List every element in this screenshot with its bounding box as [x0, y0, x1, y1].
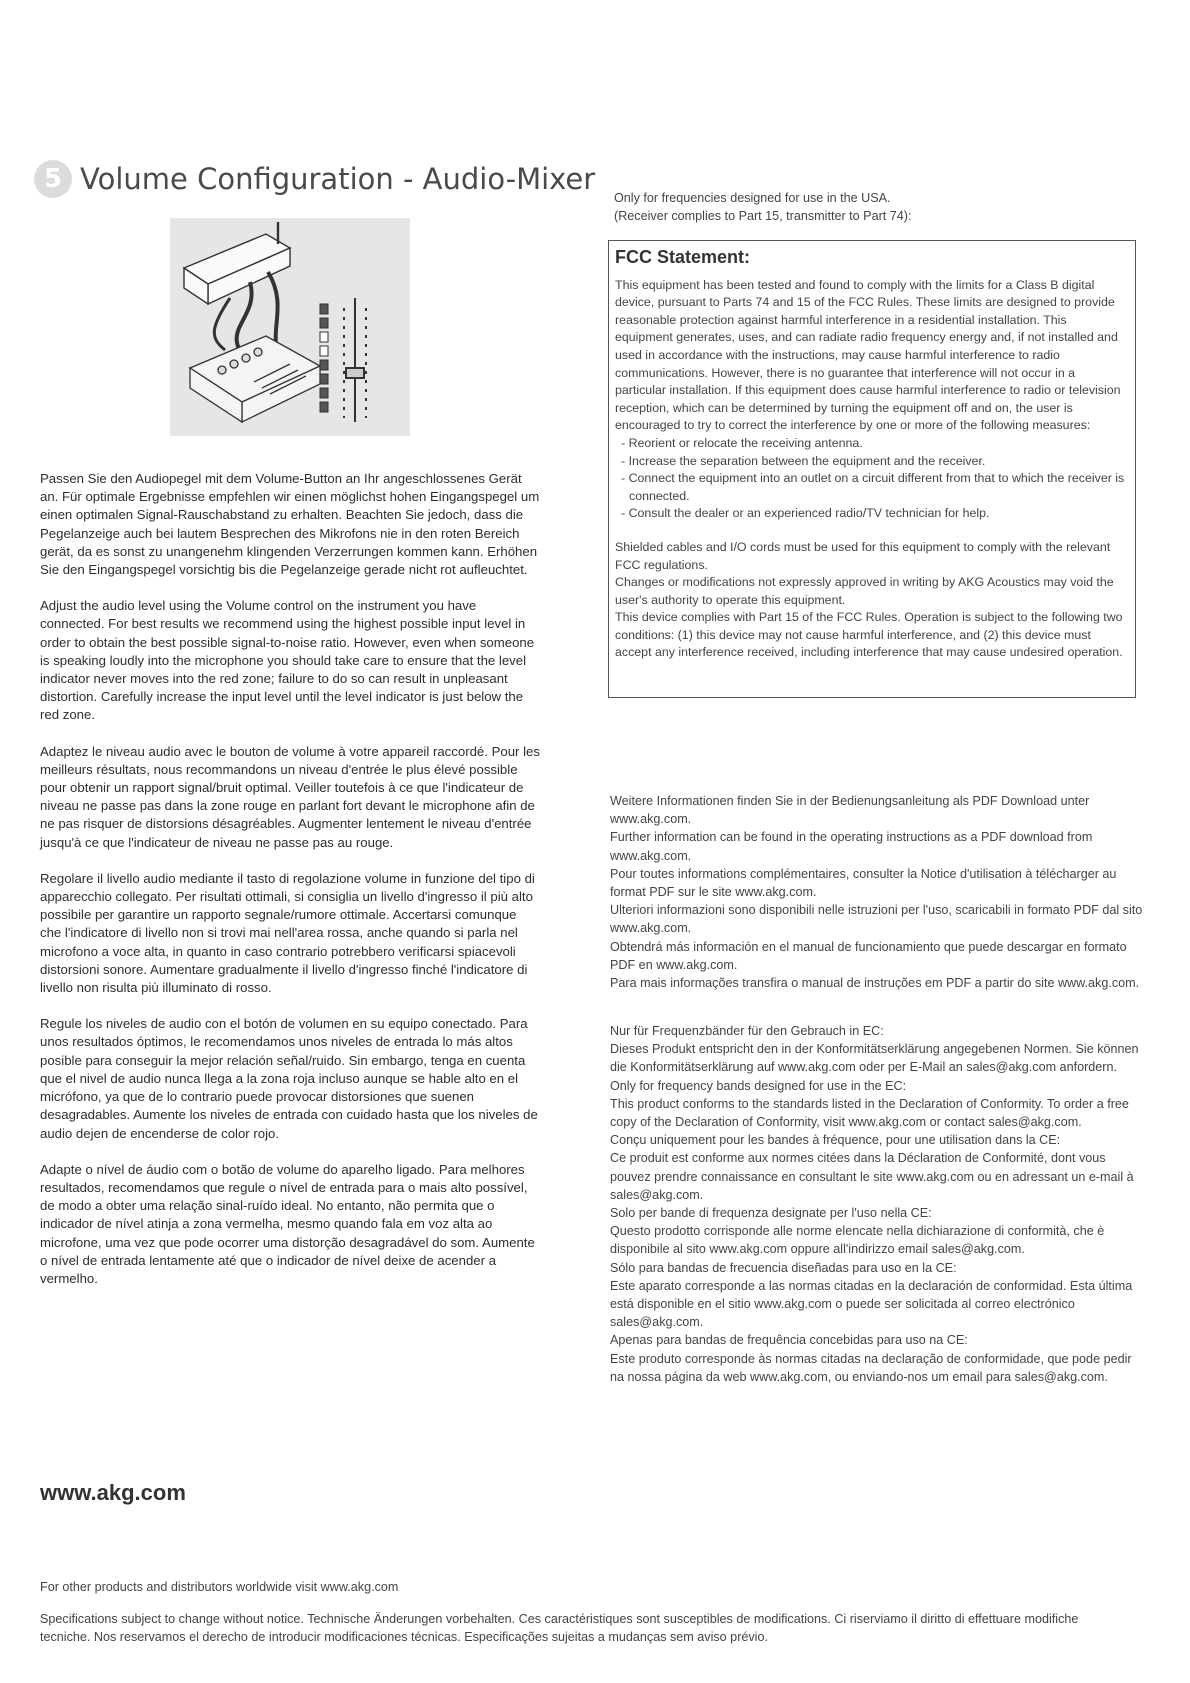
- paragraph-it: Regolare il livello audio mediante il tasto di regolazione volume in funzione del tipo di apparecchio collegato. Per risultati ottimali, si consiglia un livello d'ingresso il più alto possibile per garantire un rapporto segnale/rumore ottimale. Accertarsi comunque che l'indicatore di livello non si trovi mai nell'area rossa, anche quando si parla nel microfono a voce alta, in quanto in caso contrario potrebbero verificarsi spiacevoli distorsioni sonore. Aumentare gradualmente il livello d'ingresso finché l'indicatore di livello non risulta più illuminato di rosso.: [40, 870, 535, 996]
- info-line: Pour toutes informations complémentaires, consulter la Notice d'utilisation à télécharger au format PDF sur le site www.akg.com.: [610, 866, 1117, 900]
- ec-line: Este aparato corresponde a las normas citadas en la declaración de conformidad. Esta última está disponible en el sitio www.akg.com o puede ser solicitada al correo electrónico sales@akg.com.: [610, 1278, 1133, 1330]
- section-title-text: Volume Configuration - Audio-Mixer: [80, 162, 596, 196]
- usa-note-line: Only for frequencies designed for use in the USA.: [614, 191, 891, 205]
- info-line: Further information can be found in the operating instructions as a PDF download from www.akg.com.: [610, 830, 1093, 863]
- fcc-measures-list: [615, 435, 1125, 523]
- mixer-receiver-drawing: [170, 218, 410, 436]
- fcc-measure: - Consult the dealer or an experienced radio/TV technician for help.: [621, 506, 990, 521]
- paragraph-pt: Adapte o nível de áudio com o botão de volume do aparelho ligado. Para melhores resultados, recomendamos que regule o nível de entrada para o mais alto possível, de modo a obter uma relação sinal-ruído ideal. No entanto, não permita que o indicador de nível atinja a zona vermelha, mesmo quando fala em voz alta ao microfone, uma vez que pode ocorrer uma distorção desagradável do som. Aumente o nível de entrada lentamente até que o indicador de nível deixe de acender a vermelho.: [40, 1161, 535, 1286]
- info-line: Obtendrá más información en el manual de funcionamiento que puede descargar en formato PDF en www.akg.com.: [610, 939, 1127, 972]
- fcc-changes: Changes or modifications not expressly approved in writing by AKG Acoustics may void the user's authority to operate this equipment.: [615, 575, 1114, 607]
- further-information-block: [610, 792, 1150, 992]
- fcc-shielded-cables: Shielded cables and I/O cords must be used for this equipment to comply with the relevant FCC regulations.: [615, 539, 1111, 572]
- fcc-measure: - Connect the equipment into an outlet on a circuit different from that to which the receiver is connected.: [621, 471, 1125, 503]
- website-url[interactable]: www.akg.com: [40, 1480, 186, 1505]
- paragraph-es: Regule los niveles de audio con el botón de volumen en su equipo conectado. Para unos resultados óptimos, le recomendamos unos niveles de entrada lo más altos posible para conseguir la mejor relación señal/ruido. Sin embargo, tenga en cuenta que el nivel de audio nunca llega a la zona roja incluso aunque se hable alto en el micrófono, ya que de lo contrario puede provocar distorsiones que suenen desagradables. Aumente los niveles de entrada con cuidado hasta que los niveles de audio dejen de encenderse de color rojo.: [40, 1016, 538, 1141]
- fcc-intro: This equipment has been tested and found to comply with the limits for a Class B digital device, pursuant to Parts 74 and 15 of the FCC Rules. These limits are designed to provide reasonable protection against harmful interference in a residential installation. This equipment generates, uses, and can radiate radio frequency energy and, if not installed and used in accordance with the instructions, may cause harmful interference to radio communications. However, there is no guarantee that interference will not occur in a particular installation. If this equipment does cause harmful interference to radio or television reception, which can be determined by turning the equipment off and on, the user is encouraged to try to correct the interference by one or more of the following measures:: [615, 277, 1121, 433]
- fcc-statement-box: [608, 240, 1136, 698]
- fcc-title: FCC Statement:: [615, 247, 751, 267]
- fcc-measure: - Reorient or relocate the receiving antenna.: [621, 435, 863, 450]
- ec-line: Apenas para bandas de frequência concebidas para uso na CE:: [610, 1333, 968, 1348]
- ec-line: Sólo para bandas de frecuencia diseñadas para uso en la CE:: [610, 1260, 957, 1275]
- ec-line: Only for frequency bands designed for use in the EC:: [610, 1078, 907, 1093]
- ec-line: Questo prodotto corrisponde alle norme elencate nella dichiarazione di conformità, che è disponibile al sito www.akg.com oppure all'indirizzo email sales@akg.com.: [610, 1224, 1105, 1257]
- footer-visit-note: For other products and distributors worldwide visit www.akg.com: [40, 1580, 399, 1594]
- ec-line: Este produto corresponde às normas citadas na declaração de conformidade, que pode pedir na nossa página da web www.akg.com, ou enviando-nos um email para sales@akg.com.: [610, 1351, 1132, 1384]
- info-line: Para mais informações transfira o manual de instruções em PDF a partir do site www.akg.com.: [610, 976, 1140, 991]
- ec-line: Solo per bande di frequenza designate per l'uso nella CE:: [610, 1206, 932, 1221]
- info-line: Weitere Informationen finden Sie in der Bedienungsanleitung als PDF Download unter www.akg.com.: [610, 794, 1090, 827]
- usa-note-line: (Receiver complies to Part 15, transmitter to Part 74):: [614, 208, 912, 223]
- footer-specifications-note: Specifications subject to change without notice. Technische Änderungen vorbehalten. Ces caractéristiques sont susceptibles de modifications. Ci riserviamo il diritto di effettuare modifiche tecniche. Nos reservamos el derecho de introducir modificaciones técnicas. Especificações sujeitas a mudanças sem aviso prévio.: [40, 1612, 1079, 1644]
- paragraph-de: Passen Sie den Audiopegel mit dem Volume-Button an Ihr angeschlossenes Gerät an. Für optimale Ergebnisse empfehlen wir einen möglichst hohen Eingangspegel um einen optimalen Signal-Rauschabstand zu erhalten. Beachten Sie jedoch, dass die Pegelanzeige auch bei lautem Besprechen des Mikrofons nie in den roten Bereich gerät, da es sonst zu unangenehm klingenden Verzerrungen kommen kann. Erhöhen Sie den Eingangspegel vorsichtig bis die Pegelanzeige gerade nicht rot aufleuchtet.: [40, 471, 540, 578]
- ec-line: Dieses Produkt entspricht den in der Konformitätserklärung angegebenen Normen. Sie können die Konformitätserklärung auf www.akg.com oder per E-Mail an sales@akg.com anfordern.: [610, 1042, 1139, 1075]
- ec-line: This product conforms to the standards listed in the Declaration of Conformity. To order a free copy of the Declaration of Conformity, visit www.akg.com or contact sales@akg.com.: [610, 1096, 1129, 1130]
- mixer-illustration: [170, 218, 410, 436]
- section-title: [34, 160, 595, 198]
- paragraph-fr: Adaptez le niveau audio avec le bouton de volume à votre appareil raccordé. Pour les meilleurs résultats, nous recommandons un niveau d'entrée le plus élevé possible pour obtenir un rapport signal/bruit optimal. Veiller toutefois à ce que l'indicateur de niveau ne passe pas dans la zone rouge en parlant fort devant le microphone afin de ne pas risquer de distorsions désagréables. Augmenter lentement le niveau d'entrée jusqu'à ce que l'indicateur de niveau ne passe pas au rouge.: [40, 743, 540, 850]
- ec-line: Ce produit est conforme aux normes citées dans la Déclaration de Conformité, dont vous pouvez prendre connaissance en consultant le site www.akg.com ou en adressant un e-mail à sales@akg.com.: [610, 1151, 1134, 1202]
- fcc-part15: This device complies with Part 15 of the FCC Rules. Operation is subject to the following two conditions: (1) this device may not cause harmful interference, and (2) this device must accept any interference received, including interference that may cause undesired operation.: [615, 610, 1123, 660]
- level-instructions-multilingual: [40, 470, 540, 1306]
- fcc-measure: - Increase the separation between the equipment and the receiver.: [621, 453, 986, 468]
- info-line: Ulteriori informazioni sono disponibili nelle istruzioni per l'uso, scaricabili in formato PDF dal sito www.akg.com.: [610, 903, 1143, 936]
- ec-line: Nur für Frequenzbänder für den Gebrauch in EC:: [610, 1024, 884, 1038]
- ec-conformity-block: [610, 1022, 1140, 1386]
- usa-frequency-note: [614, 190, 1134, 225]
- ec-line: Conçu uniquement pour les bandes à fréquence, pour une utilisation dans la CE:: [610, 1133, 1061, 1148]
- section-number-badge: 5: [34, 160, 72, 198]
- paragraph-en: Adjust the audio level using the Volume control on the instrument you have connected. For best results we recommend using the highest possible input level in order to obtain the best possible signal-to-noise ratio. However, even when someone is speaking loudly into the microphone you should take care to ensure that the level indicator never moves into the red zone; failure to do so can result in unpleasant distortion. Carefully increase the input level until the level indicator is just below the red zone.: [40, 598, 535, 723]
